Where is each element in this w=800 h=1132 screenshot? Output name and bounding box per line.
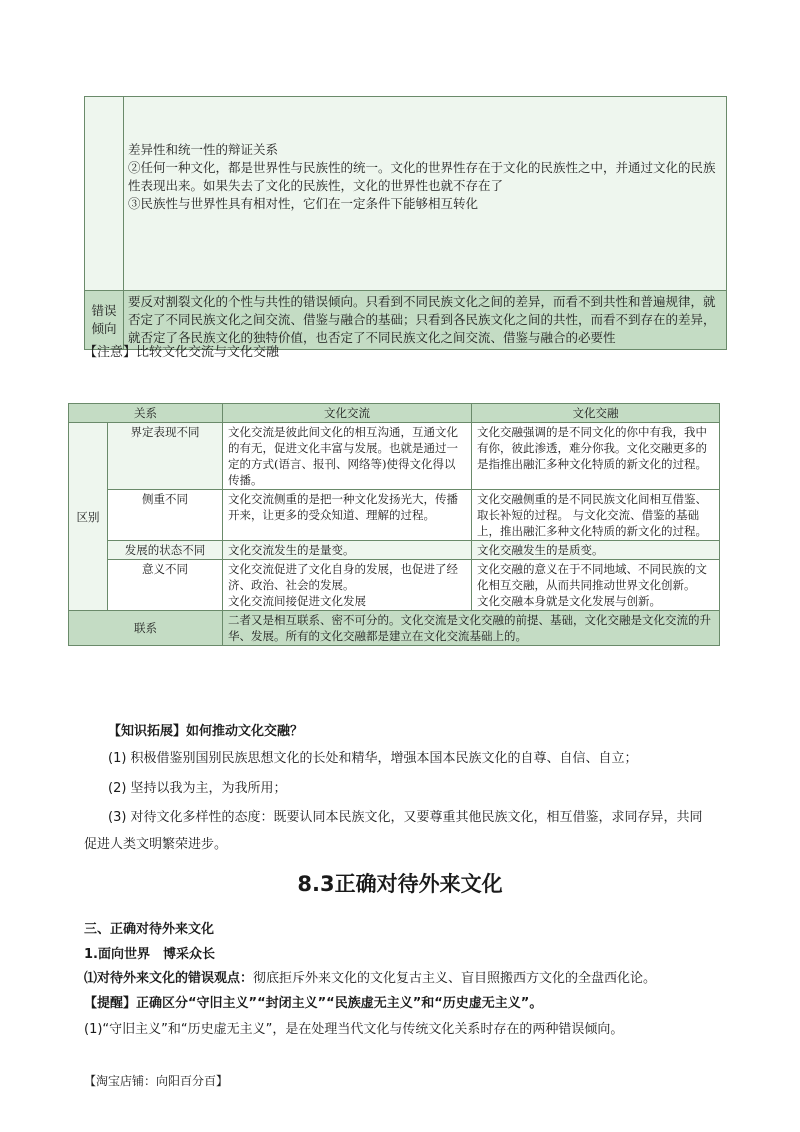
cell-fusion: 文化交融的意义在于不同地域、不同民族的文化相互交融，从而共同推动世界文化创新。 文化交融本身就是文化发展与创新。	[472, 560, 720, 611]
connection-text: 二者又是相互联系、密不可分的。文化交流是文化交融的前提、基础，文化交融是文化交流的升华、发展。所有的文化交融都是建立在文化交流基础上的。	[223, 611, 720, 646]
dialectic-table	[84, 96, 727, 350]
subheading: 1.面向世界 博采众长	[84, 947, 215, 962]
dialectic-line: ②任何一种文化，都是世界性与民族性的统一。文化的世界性存在于文化的民族性之中，并通过文化的民族性表现出来。如果失去了文化的民族性，文化的世界性也就不存在了	[128, 160, 716, 193]
extension-item: (3) 对待文化多样性的态度：既要认同本民族文化，又要尊重其他民族文化，相互借鉴，求同存异，共同	[108, 810, 703, 825]
table-row	[69, 560, 720, 611]
row-category: 意义不同	[108, 560, 223, 611]
reminder	[84, 992, 542, 1011]
dialectic-line: ③民族性与世界性具有相对性，它们在一定条件下能够相互转化	[128, 196, 479, 211]
dialectic-line: 差异性和统一性的辩证关系	[128, 142, 279, 157]
cell-exchange: 文化交流侧重的是把一种文化发扬光大，传播开来，让更多的受众知道、理解的过程。	[223, 490, 472, 541]
extension-continuation: 促进人类文明繁荣进步。	[84, 837, 228, 852]
error-tendency-text: 要反对割裂文化的个性与共性的错误倾向。只看到不同民族文化之间的差异，而看不到共性和普遍规律，就否定了不同民族文化之间交流、借鉴与融合的基础；只看到各民族文化之间的共性，而看不到存在的差异，就否定了各民族文化的独特价值，也否定了不同民族文化之间交流、借鉴与融合的必要性	[124, 291, 727, 350]
row-category: 界定表现不同	[108, 423, 223, 490]
table-row	[69, 490, 720, 541]
dialectic-content	[124, 97, 727, 291]
footer-shop: 【淘宝店铺：向阳百分百】	[84, 1074, 229, 1088]
row-category: 侧重不同	[108, 490, 223, 541]
row-category: 发展的状态不同	[108, 541, 223, 560]
table-header-row	[69, 404, 720, 423]
section-heading: 8.3正确对待外来文化	[297, 872, 503, 896]
table-row	[69, 611, 720, 646]
header-exchange: 文化交流	[223, 404, 472, 423]
point-bold: ⑴对待外来文化的错误观点：	[84, 971, 254, 986]
extension-title: 【知识拓展】如何推动文化交融？	[108, 724, 304, 739]
cell-fusion: 文化交融强调的是不同文化的你中有我，我中有你，彼此渗透，难分你我。文化交融更多的是指推出融汇多种文化特质的新文化的过程。	[472, 423, 720, 490]
point-paragraph	[84, 967, 656, 986]
subheading: 三、正确对待外来文化	[84, 922, 215, 937]
extension-item: (2) 坚持以我为主，为我所用；	[108, 781, 287, 796]
point-text: 彻底拒斥外来文化的文化复古主义、盲目照搬西方文化的全盘西化论。	[253, 971, 657, 986]
extension-item: (1) 积极借鉴别国别民族思想文化的长处和精华，增强本国本民族文化的自尊、自信、自立；	[108, 751, 638, 766]
table-row	[69, 423, 720, 490]
reminder-bold: 【提醒】正确区分“守旧主义”“封闭主义”“民族虚无主义”和“历史虚无主义”。	[84, 996, 543, 1011]
difference-label: 区别	[69, 423, 108, 611]
reminder-item: (1)“守旧主义”和“历史虚无主义”，是在处理当代文化与传统文化关系时存在的两种错误倾向。	[84, 1022, 624, 1037]
header-fusion: 文化交融	[472, 404, 720, 423]
cell-exchange: 文化交流促进了文化自身的发展，也促进了经济、政治、社会的发展。 文化交流间接促进文化发展	[223, 560, 472, 611]
cell-exchange: 文化交流是彼此间文化的相互沟通，互通文化的有无，促进文化丰富与发展。也就是通过一定的方式(语言、报刊、网络等)使得文化得以传播。	[223, 423, 472, 490]
cell-fusion: 文化交融侧重的是不同民族文化间相互借鉴、取长补短的过程。 与文化交流、借鉴的基础上，推出融汇多种文化特质的新文化的过程。	[472, 490, 720, 541]
note-heading: 【注意】比较文化交流与文化交融	[84, 345, 280, 360]
cell-fusion: 文化交融发生的是质变。	[472, 541, 720, 560]
cell-exchange: 文化交流发生的是量变。	[223, 541, 472, 560]
connection-label: 联系	[69, 611, 223, 646]
dialectic-row-label	[85, 97, 124, 291]
table-row	[69, 541, 720, 560]
error-tendency-label: 错误倾向	[85, 291, 124, 350]
comparison-table	[68, 403, 720, 646]
header-relation: 关系	[69, 404, 223, 423]
